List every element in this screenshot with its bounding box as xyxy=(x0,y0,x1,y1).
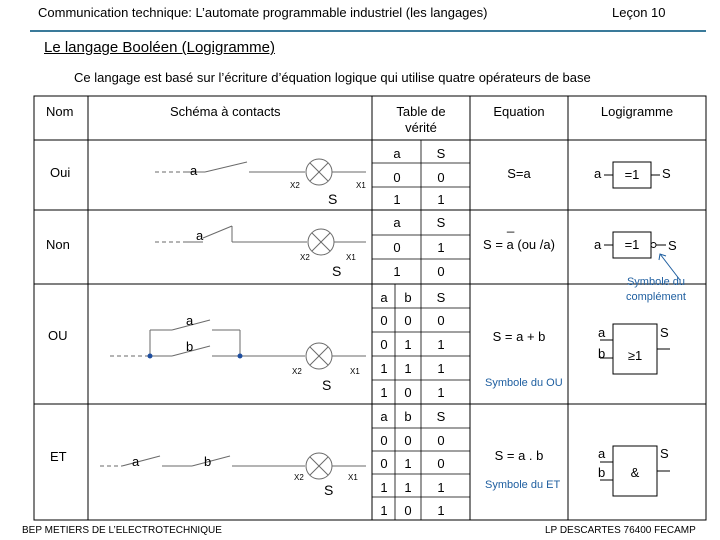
row-name-ou: OU xyxy=(48,328,68,343)
truth-cell: 1 xyxy=(380,361,388,376)
contact-label-b: b xyxy=(204,454,212,469)
gate-input-a: a xyxy=(598,325,606,340)
lamp-label-s: S xyxy=(322,377,332,393)
schema-ou xyxy=(110,320,366,369)
truth-cell: 1 xyxy=(404,361,412,376)
contact-label-a: a xyxy=(190,163,198,178)
complement-note-line2: complément xyxy=(626,291,686,303)
gate-operator: =1 xyxy=(624,237,640,252)
col-header-logigramme: Logigramme xyxy=(600,104,674,119)
truth-cell: 0 xyxy=(380,337,388,352)
terminal-x2: X2 xyxy=(292,367,302,376)
truth-cell: 1 xyxy=(437,337,445,352)
terminal-x1: X1 xyxy=(346,253,356,262)
lamp-label-s: S xyxy=(332,263,342,279)
truth-header-cell: b xyxy=(404,409,412,424)
truth-header-cell: a xyxy=(380,409,388,424)
equation-ou: S = a + b xyxy=(492,329,546,344)
truth-header-cell: a xyxy=(393,146,401,161)
terminal-x1: X1 xyxy=(350,367,360,376)
gate-output-s: S xyxy=(660,446,669,461)
row-name-et: ET xyxy=(50,449,67,464)
truth-cell: 0 xyxy=(393,170,401,185)
truth-cell: 1 xyxy=(404,456,412,471)
contact-label-b: b xyxy=(186,339,194,354)
col-header-table-1: Table de xyxy=(396,104,446,119)
truth-cell: 0 xyxy=(437,433,445,448)
terminal-x1: X1 xyxy=(356,181,366,190)
truth-cell: 0 xyxy=(380,313,388,328)
truth-cell: 0 xyxy=(404,503,412,518)
equation-negation-bar: _ xyxy=(507,218,515,233)
gate-operator: ≥1 xyxy=(627,348,643,363)
lamp-label-s: S xyxy=(324,482,334,498)
truth-cell: 1 xyxy=(437,385,445,400)
footer-left: BEP METIERS DE L’ELECTROTECHNIQUE xyxy=(22,525,222,536)
truth-cell: 1 xyxy=(437,192,445,207)
truth-cell: 1 xyxy=(437,503,445,518)
contact-label-a: a xyxy=(186,313,194,328)
truth-cell: 1 xyxy=(437,480,445,495)
footer-right: LP DESCARTES 76400 FECAMP xyxy=(545,525,696,536)
page-title: Le langage Booléen (Logigramme) xyxy=(44,39,275,56)
truth-header-cell: S xyxy=(436,409,446,424)
gate-output-s: S xyxy=(662,166,671,181)
gate-input-a: a xyxy=(594,166,602,181)
truth-cell: 0 xyxy=(437,170,445,185)
gate-output-s: S xyxy=(668,238,677,253)
equation-non: S = a (ou /a) xyxy=(483,237,555,252)
col-header-equation: Equation xyxy=(493,104,545,119)
col-header-table-2: vérité xyxy=(405,120,437,135)
truth-cell: 0 xyxy=(404,313,412,328)
row-name-non: Non xyxy=(46,237,70,252)
truth-cell: 0 xyxy=(380,456,388,471)
and-symbol-note: Symbole du ET xyxy=(485,479,561,491)
intro-text: Ce langage est basé sur l’écriture d’équation logique qui utilise quatre opérateurs de base xyxy=(74,70,591,85)
contact-label-a: a xyxy=(196,228,204,243)
truth-header-cell: S xyxy=(436,290,446,305)
truth-cell: 0 xyxy=(404,433,412,448)
row-name-oui: Oui xyxy=(50,165,71,180)
truth-cell: 0 xyxy=(437,264,445,279)
terminal-x2: X2 xyxy=(294,473,304,482)
gate-operator: =1 xyxy=(624,167,640,182)
equation-et: S = a . b xyxy=(494,448,544,463)
truth-header-cell: a xyxy=(380,290,388,305)
truth-cell: 0 xyxy=(437,313,445,328)
truth-cell: 1 xyxy=(380,385,388,400)
header-lesson: Leçon 10 xyxy=(612,5,666,20)
truth-cell: 1 xyxy=(437,240,445,255)
equation-oui: S=a xyxy=(507,166,531,181)
col-header-schema: Schéma à contacts xyxy=(170,104,281,119)
truth-header-cell: S xyxy=(436,215,446,230)
col-header-nom: Nom xyxy=(46,104,74,119)
truth-cell: 0 xyxy=(404,385,412,400)
truth-cell: 1 xyxy=(393,264,401,279)
terminal-x1: X1 xyxy=(348,473,358,482)
gate-input-a: a xyxy=(598,446,606,461)
schema-oui xyxy=(155,159,366,185)
truth-cell: 0 xyxy=(437,456,445,471)
gate-input-b: b xyxy=(598,465,606,480)
truth-cell: 1 xyxy=(437,361,445,376)
gate-input-a: a xyxy=(594,237,602,252)
lamp-label-s: S xyxy=(328,191,338,207)
terminal-x2: X2 xyxy=(290,181,300,190)
contact-label-a: a xyxy=(132,454,140,469)
or-symbol-note: Symbole du OU xyxy=(485,377,563,389)
gate-input-b: b xyxy=(598,346,606,361)
truth-header-cell: b xyxy=(404,290,412,305)
gate-operator: & xyxy=(630,465,640,480)
truth-header-cell: S xyxy=(436,146,446,161)
truth-header-cell: a xyxy=(393,215,401,230)
truth-cell: 1 xyxy=(393,192,401,207)
gate-output-s: S xyxy=(660,325,669,340)
header-subject: Communication technique: L’automate programmable industriel (les langages) xyxy=(38,5,488,20)
truth-cell: 0 xyxy=(380,433,388,448)
complement-note-line1: Symbole du xyxy=(626,276,686,288)
truth-cell: 1 xyxy=(404,337,412,352)
truth-cell: 1 xyxy=(380,503,388,518)
truth-cell: 1 xyxy=(404,480,412,495)
truth-cell: 0 xyxy=(393,240,401,255)
schema-non xyxy=(155,226,366,255)
truth-cell: 1 xyxy=(380,480,388,495)
schema-et xyxy=(100,453,366,479)
terminal-x2: X2 xyxy=(300,253,310,262)
